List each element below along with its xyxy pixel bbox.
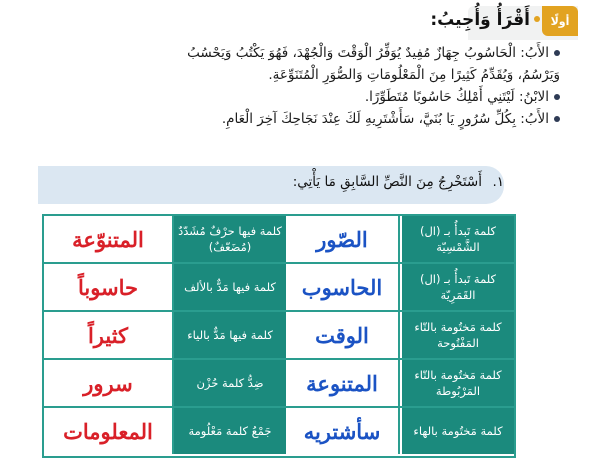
answer-cell: سرور <box>44 360 172 406</box>
section-title: أَقْرَأُ وَأُجِيبُ: <box>430 10 530 30</box>
answer-cell: الصّور <box>284 216 400 262</box>
answer-cell: المتنوّعة <box>44 216 172 262</box>
answer-cell: سأشتريه <box>284 408 400 454</box>
answer-table <box>42 214 516 458</box>
question-cell: كلمة تَبدأُ بـ (ال) القَمَرِيّة <box>402 264 514 310</box>
answer-cell: المتنوعة <box>284 360 400 406</box>
question-cell: كلمة مَختُومة بالتّاء المَفْتُوحة <box>402 312 514 358</box>
table-row <box>44 216 514 264</box>
answer-cell: حاسوباً <box>44 264 172 310</box>
task-instruction: أَسْتَخْرِجُ مِنَ النَّصِّ السَّابِقِ مَا يَأْتِي: <box>292 174 482 190</box>
answer-cell: الوقت <box>284 312 400 358</box>
passage-line <box>20 86 560 108</box>
answer-cell: الحاسوب <box>284 264 400 310</box>
table-row <box>44 264 514 312</box>
question-cell: كلمة فيها مَدٌّ بالألف <box>172 264 286 310</box>
question-cell: كلمة مَختُومة بالتّاء المَرْبُوطة <box>402 360 514 406</box>
heading-bullet-icon <box>534 16 540 22</box>
question-cell: كلمة مَختُومة بالهاء <box>402 408 514 454</box>
table-row <box>44 360 514 408</box>
question-cell: كلمة فيها مَدٌّ بالياء <box>172 312 286 358</box>
task-number: ١. <box>492 174 504 190</box>
table-row <box>44 408 514 454</box>
reading-passage <box>20 42 560 130</box>
question-cell: كلمة تَبدأُ بـ (ال) الشَّمْسِيّة <box>402 216 514 262</box>
passage-line-text: الابْنُ: لَيْتَنِي أَمْلِكُ حَاسُوبًا مُتَطَوِّرًا. <box>364 89 549 105</box>
passage-line <box>20 64 560 86</box>
question-cell: كلمة فيها حرْفٌ مُشَدّدٌ (مُضَعّفٌ) <box>172 216 286 262</box>
question-cell: جَمْعُ كلمة مَعْلُومة <box>172 408 286 454</box>
passage-line <box>20 42 560 64</box>
question-cell: ضِدُّ كلمة حُزْن <box>172 360 286 406</box>
table-row <box>44 312 514 360</box>
answer-cell: المعلومات <box>44 408 172 454</box>
passage-line-text: وَيَرْسُمُ، وَيُقَدِّمُ كَثِيرًا مِنَ الْمَعْلُومَاتِ وَالصُّوَرِ الْمُتَنَوِّعَةِ. <box>268 67 560 83</box>
bullet-icon <box>554 94 560 100</box>
passage-line <box>20 108 560 130</box>
bullet-icon <box>554 50 560 56</box>
answer-cell: كثيراً <box>44 312 172 358</box>
passage-line-text: الأَبُ: الْحَاسُوبُ جِهَازٌ مُفِيدٌ يُوَفِّرُ الْوَقْتَ وَالْجُهْدَ، فَهُوَ يَكْتُبُ وَيَحْسُبُ <box>187 45 549 61</box>
section-badge: أولًا <box>542 6 578 36</box>
passage-line-text: الأَبُ: بِكُلِّ سُرُورٍ يَا بُنَيَّ، سَأَشْتَرِيهِ لَكَ عِنْدَ نَجَاحِكَ آخِرَ الْعَامِ. <box>221 111 549 127</box>
bullet-icon <box>554 116 560 122</box>
